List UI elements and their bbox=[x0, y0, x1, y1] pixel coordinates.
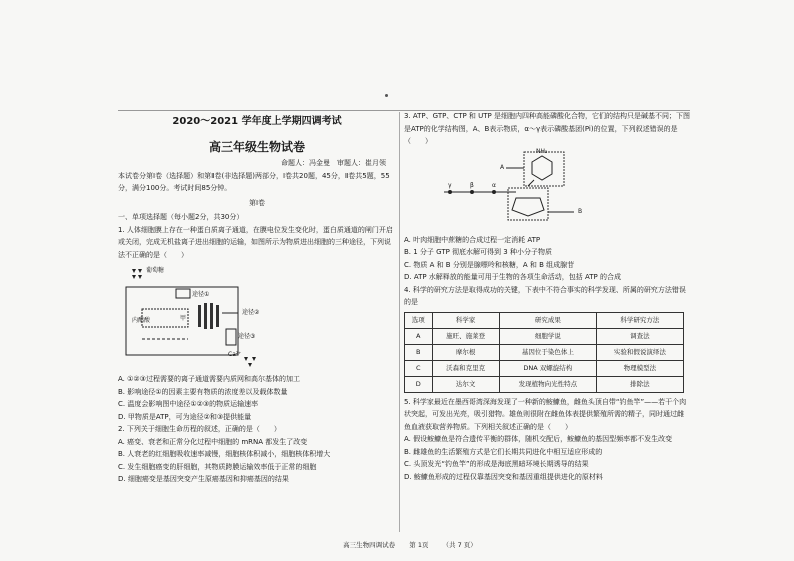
table-row bbox=[405, 376, 684, 392]
q3-option-b: B. 1 分子 GTP 彻底水解可得到 3 种小分子物质 bbox=[404, 248, 552, 256]
table-cell: 基因位于染色体上 bbox=[499, 344, 596, 360]
table-header: 选项 bbox=[405, 312, 433, 328]
q2-option-c: C. 发生细胞癌变的肝细胞，其物质跨膜运输效率低于正常的细胞 bbox=[118, 462, 317, 471]
label-path1: 途径① bbox=[192, 291, 210, 298]
atp-structure-figure bbox=[404, 148, 690, 234]
label-ca: Ca²⁺ bbox=[228, 351, 242, 358]
q5-option-d: D. 鮟鱇鱼形成的过程仅靠基因突变和基因重组提供进化的原材料 bbox=[404, 472, 603, 481]
table-cell: DNA 双螺旋结构 bbox=[499, 360, 596, 376]
table-header: 科学家 bbox=[432, 312, 499, 328]
label-path3: 途径③ bbox=[238, 333, 256, 340]
label-glucose: 葡萄糖 bbox=[146, 267, 165, 274]
table-cell: 物理模型法 bbox=[596, 360, 683, 376]
scan-mark bbox=[385, 94, 388, 97]
label-jia: 甲 bbox=[180, 315, 187, 322]
q2-stem: 2. 下列关于细胞生命历程的叙述，正确的是（ ） bbox=[118, 425, 281, 433]
table-row bbox=[405, 360, 684, 376]
table-cell: 发现植物向光性特点 bbox=[499, 376, 596, 392]
authors: 命题人：冯金曼 审题人：崔月领 bbox=[281, 159, 386, 167]
label-beta: β bbox=[470, 181, 474, 189]
label-a: A bbox=[500, 163, 505, 171]
q1-option-d: D. 甲物质是ATP，可为途径②和③提供能量 bbox=[118, 412, 252, 421]
table-row bbox=[405, 344, 684, 360]
q1-stem: 1. 人体细胞膜上存在一种蛋白质离子通道，在膜电位发生变化时，蛋白质通道的闸门开启或关闭，完成无机盐离子进出细胞的运输，如图所示为物质进出细胞的三种途径，下列说法不正确的是（ ） bbox=[118, 225, 393, 259]
q3-stem: 3. ATP、GTP、CTP 和 UTP 是细胞内四种高能磷酸化合物，它们的结构只是碱基不同；下图是ATP的化学结构图，A、B表示物质，α～γ表示磷酸基团(Pi)的位置，下列叙述错误的是（ ） bbox=[404, 112, 690, 145]
label-er: 内酯酸 bbox=[132, 317, 151, 324]
label-alpha: α bbox=[492, 181, 496, 189]
table-cell: 施旺、施莱登 bbox=[432, 328, 499, 344]
table-cell: D bbox=[405, 376, 433, 392]
q4-table bbox=[404, 312, 684, 393]
table-cell: 实验和假说演绎法 bbox=[596, 344, 683, 360]
atp-molecule-svg bbox=[424, 148, 624, 234]
footer-page: 第 1页 bbox=[409, 541, 429, 549]
q1-option-a: A. ①②③过程需要的离子通道需要内质网和高尔基体的加工 bbox=[118, 375, 300, 383]
table-cell: A bbox=[405, 328, 433, 344]
table-cell: 摩尔根 bbox=[432, 344, 499, 360]
q1-diagram bbox=[118, 265, 396, 369]
exam-subtitle: 高三年级生物试卷 bbox=[208, 139, 305, 154]
section-heading: 第Ⅰ卷 bbox=[248, 198, 266, 207]
table-cell: 排除法 bbox=[596, 376, 683, 392]
q1-option-c: C. 温度会影响图中途径①②③的物质运输速率 bbox=[118, 400, 259, 408]
q3-option-d: D. ATP 水解释放的能量可用于生物的各项生命活动，包括 ATP 的合成 bbox=[404, 273, 621, 281]
footer-name: 高三生物四调试卷 bbox=[343, 541, 396, 549]
table-cell: 沃森和克里克 bbox=[432, 360, 499, 376]
part-heading: 一、单项选择题（每小题2分，共30分） bbox=[118, 213, 244, 221]
label-nh2: NH₂ bbox=[536, 147, 548, 155]
q5-option-c: C. 头顶发光“钓鱼竿”的形成是海底黑暗环境长期诱导的结果 bbox=[404, 460, 589, 468]
table-cell: 达尔文 bbox=[432, 376, 499, 392]
table-header: 研究成果 bbox=[499, 312, 596, 328]
q1-option-b: B. 影响途径①的因素主要有物质的浓度差以及载体数量 bbox=[118, 387, 288, 396]
right-column bbox=[404, 110, 690, 483]
label-path2: 途径② bbox=[242, 309, 260, 316]
intro-text: 本试卷分第Ⅰ卷（选择题）和第Ⅱ卷(非选择题)两部分，Ⅰ卷共20题，45分，Ⅱ卷共5题，55分，满分100分。考试时间85分钟。 bbox=[118, 171, 390, 192]
table-row bbox=[405, 328, 684, 344]
q3-option-c: C. 物质 A 和 B 分别是腺嘌呤和核糖，A 和 B 组成腺苷 bbox=[404, 260, 575, 269]
table-cell: B bbox=[405, 344, 433, 360]
q4-stem: 4. 科学的研究方法是取得成功的关键，下表中不符合事实的科学发现、所属的研究方法错误的是 bbox=[404, 285, 686, 306]
q2-option-b: B. 人衰老的红细胞吸收速率减慢，细胞核体积减小，细胞核体积增大 bbox=[118, 450, 331, 458]
table-cell: 调查法 bbox=[596, 328, 683, 344]
q5-option-a: A. 假设鮟鱇鱼是符合遗传平衡的群体，随机交配后，鮟鱇鱼的基因型频率都不发生改变 bbox=[404, 435, 673, 443]
footer-total: （共 7 页） bbox=[442, 541, 477, 549]
table-header-row bbox=[405, 312, 684, 328]
q3-option-a: A. 叶肉细胞中蔗糖的合成过程一定消耗 ATP bbox=[404, 235, 541, 244]
table-cell: C bbox=[405, 360, 433, 376]
q5-option-b: B. 雌雄鱼的生活繁殖方式是它们长期共同进化中相互适应形成的 bbox=[404, 447, 603, 456]
table-header: 科学研究方法 bbox=[596, 312, 683, 328]
page-footer bbox=[260, 540, 560, 549]
q2-option-d: D. 细胞癌变是基因突变产生原癌基因和抑癌基因的结果 bbox=[118, 475, 289, 483]
exam-title: 2020～2021 学年度上学期四调考试 bbox=[172, 116, 342, 127]
column-divider bbox=[399, 112, 400, 532]
table-cell: 细胞学说 bbox=[499, 328, 596, 344]
label-b: B bbox=[578, 207, 583, 215]
q2-option-a: A. 癌变、衰老和正常分化过程中细胞的 mRNA 都发生了改变 bbox=[118, 437, 308, 446]
label-gamma: γ bbox=[448, 181, 452, 189]
left-column bbox=[118, 110, 396, 486]
q5-stem: 5. 科学家最近在墨西哥湾深海发现了一种新的鮟鱇鱼，雌鱼头顶自带“钓鱼竿”——若干个肉状突起，可发出光亮，吸引猎物。雄鱼则很附在雌鱼体表提供繁殖所需的精子，同时通过雌鱼血液获取营养物质。下列相关叙述正确的是（ ） bbox=[404, 397, 687, 431]
